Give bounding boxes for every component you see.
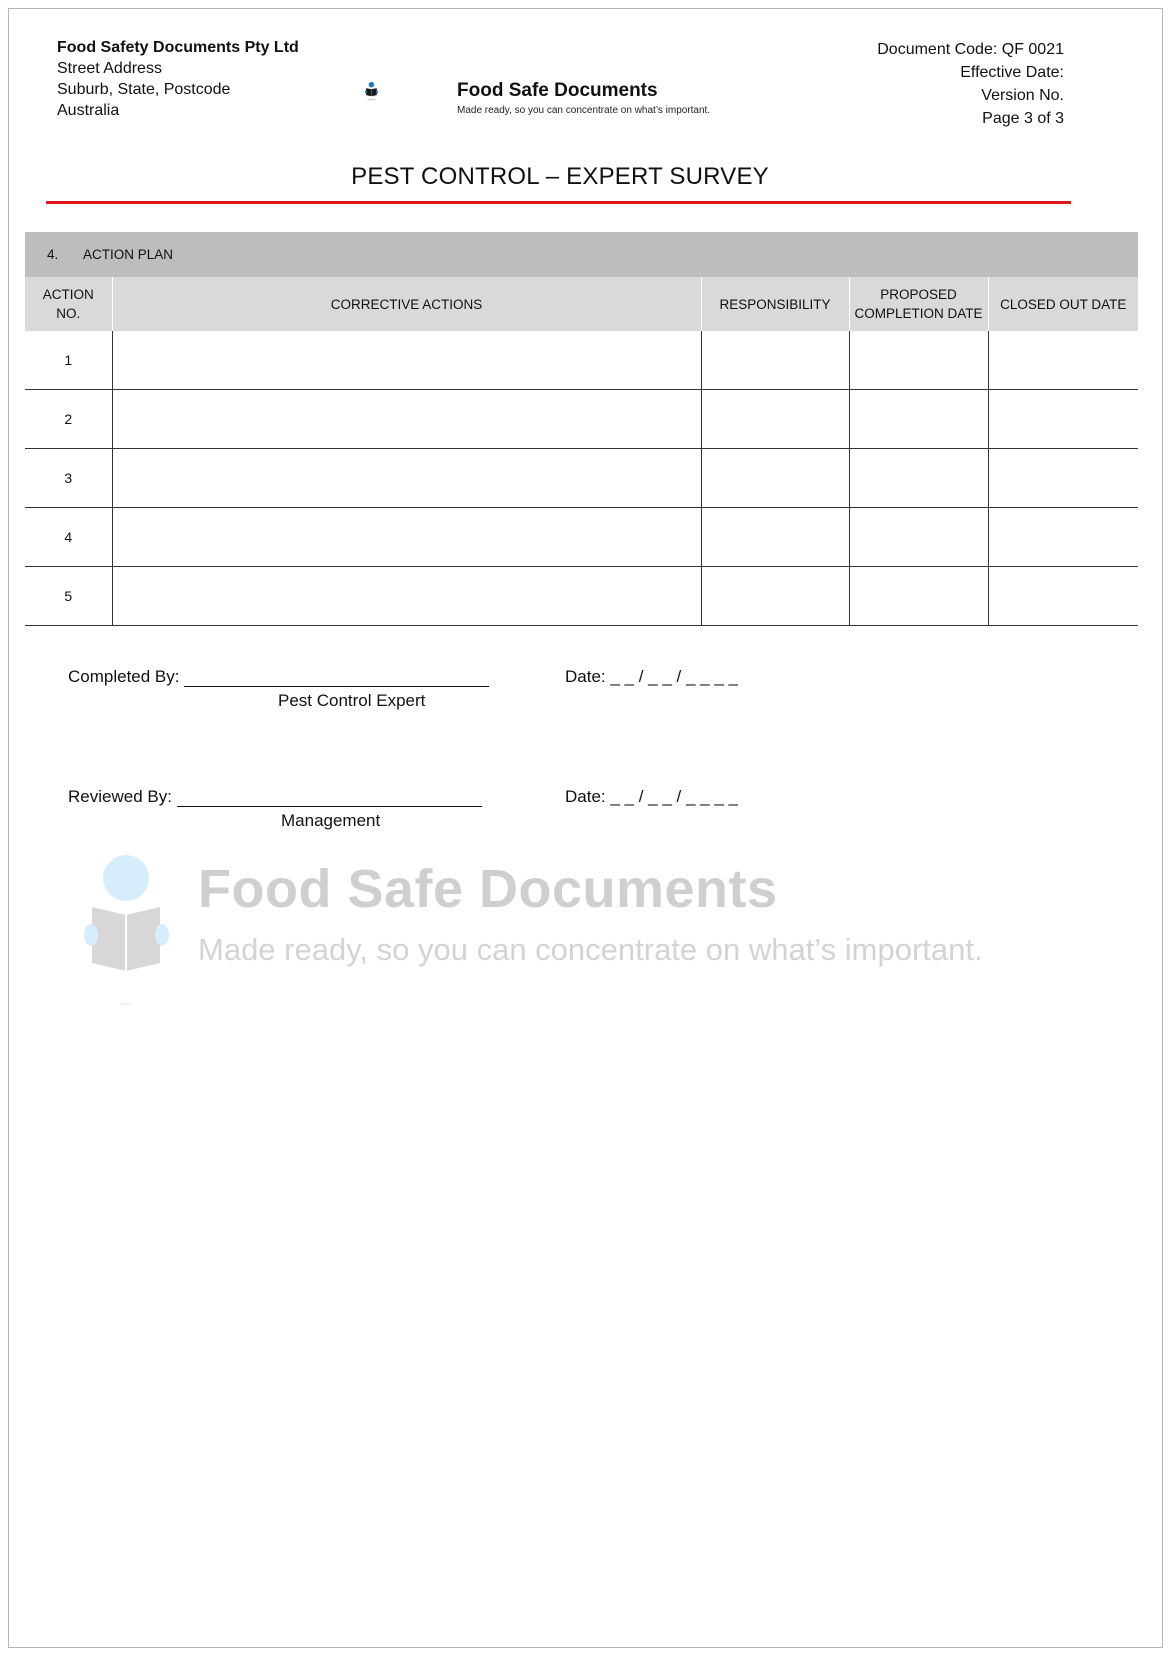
reviewed-by-field [68, 787, 482, 807]
section-heading [25, 232, 1138, 277]
reviewed-date-field[interactable]: Date: _ _ / _ _ / _ _ _ _ [565, 787, 738, 806]
effective-date: Effective Date: [960, 64, 1064, 81]
table-row [25, 508, 1138, 567]
action-number: 2 [25, 390, 112, 449]
version-number: Version No. [981, 87, 1064, 104]
table-row [25, 331, 1138, 390]
table-row [25, 390, 1138, 449]
header-closed-out-date: CLOSED OUT DATE [988, 277, 1138, 331]
closed-date-cell[interactable] [988, 390, 1138, 449]
completed-by-field [68, 667, 489, 687]
header-responsibility: RESPONSIBILITY [701, 277, 849, 331]
company-name: Food Safety Documents Pty Ltd [57, 39, 299, 56]
document-code: Document Code: QF 0021 [877, 41, 1064, 58]
action-number: 3 [25, 449, 112, 508]
proposed-date-cell[interactable] [849, 390, 988, 449]
corrective-action-cell[interactable] [112, 449, 701, 508]
title-divider [46, 201, 1071, 204]
action-plan-table [25, 232, 1138, 626]
section-header-row [25, 232, 1138, 277]
responsibility-cell[interactable] [701, 390, 849, 449]
corrective-action-cell[interactable] [112, 390, 701, 449]
country: Australia [57, 102, 120, 119]
suburb-state-postcode: Suburb, State, Postcode [57, 81, 231, 98]
responsibility-cell[interactable] [701, 331, 849, 390]
logo-tagline: Made ready, so you can concentrate on what’s important. [457, 105, 711, 116]
action-number: 4 [25, 508, 112, 567]
closed-date-cell[interactable] [988, 567, 1138, 626]
page-number: Page 3 of 3 [982, 110, 1064, 127]
logo-brand: Food Safe Documents [457, 80, 658, 101]
proposed-date-cell[interactable] [849, 449, 988, 508]
corrective-action-cell[interactable] [112, 331, 701, 390]
closed-date-cell[interactable] [988, 331, 1138, 390]
logo-text [457, 80, 710, 116]
reviewed-by-label: Reviewed By: [68, 787, 172, 806]
corrective-action-cell[interactable] [112, 567, 701, 626]
section-number: 4. [47, 247, 59, 262]
header-proposed-completion-date: PROPOSED COMPLETION DATE [849, 277, 988, 331]
watermark-reader-icon [84, 855, 169, 1005]
completed-by-role: Pest Control Expert [278, 691, 426, 710]
watermark-tagline: Made ready, so you can concentrate on what’s important. [198, 932, 983, 967]
watermark-brand: Food Safe Documents [198, 859, 778, 919]
completed-date-field[interactable]: Date: _ _ / _ _ / _ _ _ _ [565, 667, 738, 686]
closed-date-cell[interactable] [988, 508, 1138, 567]
reader-logo-icon [365, 40, 435, 145]
company-address [57, 37, 299, 121]
closed-date-cell[interactable] [988, 449, 1138, 508]
proposed-date-cell[interactable] [849, 508, 988, 567]
completed-by-signature-line[interactable] [184, 668, 489, 687]
document-info [877, 38, 1064, 130]
reviewed-by-signature-line[interactable] [177, 788, 482, 807]
action-number: 1 [25, 331, 112, 390]
document-title: PEST CONTROL – EXPERT SURVEY [351, 163, 769, 190]
proposed-date-cell[interactable] [849, 567, 988, 626]
responsibility-cell[interactable] [701, 449, 849, 508]
completed-by-label: Completed By: [68, 667, 180, 686]
section-label: ACTION PLAN [83, 247, 174, 262]
action-number: 5 [25, 567, 112, 626]
proposed-date-cell[interactable] [849, 331, 988, 390]
header-corrective-actions: CORRECTIVE ACTIONS [112, 277, 701, 331]
corrective-action-cell[interactable] [112, 508, 701, 567]
street-address: Street Address [57, 60, 162, 77]
responsibility-cell[interactable] [701, 567, 849, 626]
table-row [25, 567, 1138, 626]
table-row [25, 449, 1138, 508]
column-header-row [25, 277, 1138, 331]
responsibility-cell[interactable] [701, 508, 849, 567]
header-action-no: ACTION NO. [25, 277, 112, 331]
reviewed-by-role: Management [281, 811, 381, 830]
